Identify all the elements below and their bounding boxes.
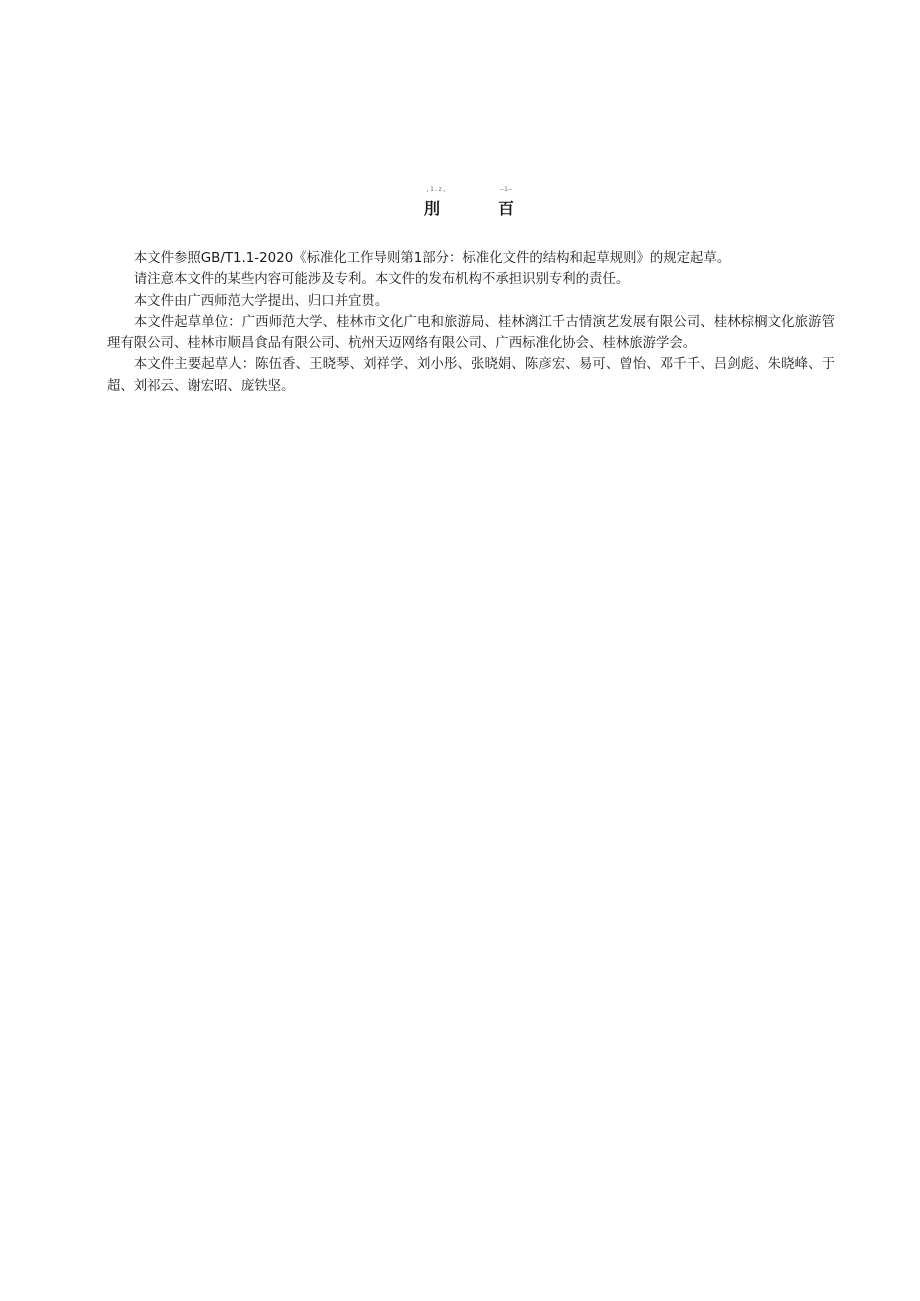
foreword-body (107, 248, 835, 397)
paragraph-patent-notice: 请注意本文件的某些内容可能涉及专利。本文件的发布机构不承担识别专利的责任。 (133, 272, 630, 288)
heading-superscript-right: —1— (500, 186, 513, 193)
heading-char-left: 刖 (424, 199, 441, 218)
heading-char-right: 百 (498, 199, 515, 218)
paragraph-proposer: 本文件由广西师范大学提出、归口并宜贯。 (133, 293, 389, 309)
paragraph-drafting-units: 本文件起草单位：广西师范大学、桂林市文化广电和旅游局、桂林漓江千古情演艺发展有限公司、桂林棕榈文化旅游管理有限公司、桂林市顺昌食品有限公司、杭州天迈网络有限公司、广西标准化协会、桂林旅游学会。 (107, 314, 835, 352)
heading-superscript-left: ,1.z, (426, 186, 447, 193)
paragraph-drafting-basis: 本文件参照GB/T1.1-2020《标准化工作导则第1部分：标准化文件的结构和起草规则》的规定起草。 (133, 251, 731, 266)
foreword-heading (0, 186, 920, 222)
paragraph-drafters: 本文件主要起草人：陈伍香、王晓琴、刘祥学、刘小彤、张晓娟、陈彦宏、易可、曾怡、邓千千、吕剑彪、朱晓峰、于超、刘祁云、谢宏昭、庞铁坚。 (107, 357, 835, 394)
